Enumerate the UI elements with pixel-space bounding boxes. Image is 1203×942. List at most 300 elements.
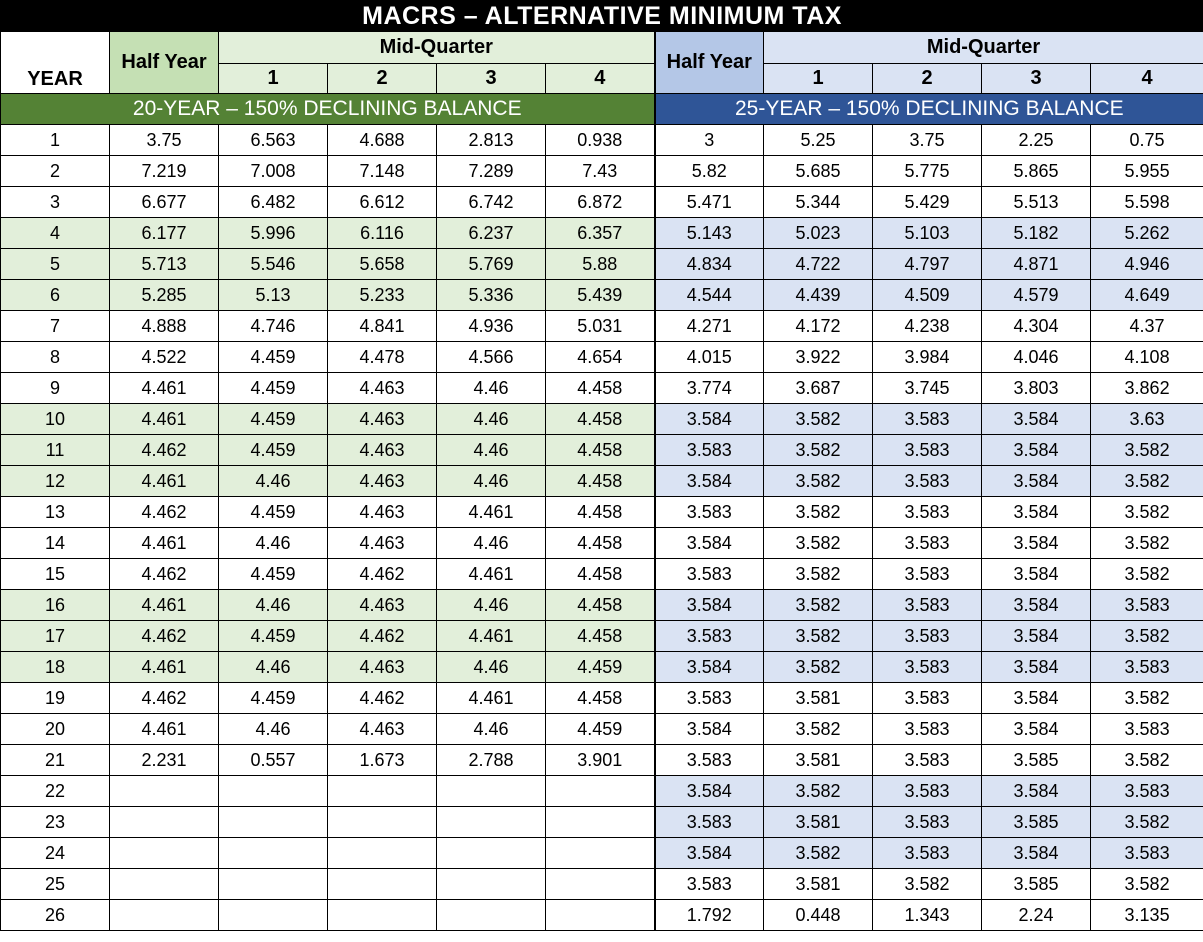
right-quarter-1-cell: 5.25 — [764, 125, 873, 156]
left-quarter-2-cell: 4.463 — [328, 652, 437, 683]
right-quarter-1-cell: 3.582 — [764, 776, 873, 807]
left-quarter-1-cell: 6.563 — [219, 125, 328, 156]
right-quarter-2-cell: 3.583 — [873, 776, 982, 807]
right-quarter-1-cell: 5.023 — [764, 218, 873, 249]
year-cell: 3 — [1, 187, 110, 218]
right-quarter-1-cell: 3.582 — [764, 590, 873, 621]
right-quarter-1-cell: 4.722 — [764, 249, 873, 280]
left-quarter-2-cell: 4.463 — [328, 404, 437, 435]
left-quarter-4-cell: 4.458 — [546, 683, 655, 714]
table-row — [1, 342, 1203, 373]
right-quarter-1-cell: 3.581 — [764, 745, 873, 776]
title-row — [1, 1, 1203, 32]
table-row — [1, 435, 1203, 466]
right-quarter-1-cell: 3.582 — [764, 497, 873, 528]
right-quarter-3-cell: 3.584 — [982, 652, 1091, 683]
right-quarter-3-cell: 3.803 — [982, 373, 1091, 404]
right-half-year-header: Half Year — [655, 32, 764, 94]
right-quarter-2-cell: 4.509 — [873, 280, 982, 311]
left-quarter-3-cell: 5.336 — [437, 280, 546, 311]
right-quarter-1-cell: 3.581 — [764, 869, 873, 900]
left-half-year-cell: 4.462 — [110, 497, 219, 528]
left-quarter-1-cell: 4.459 — [219, 373, 328, 404]
left-quarter-1-cell: 4.459 — [219, 435, 328, 466]
left-quarter-1-cell: 4.459 — [219, 683, 328, 714]
right-quarter-4-cell: 3.582 — [1091, 435, 1203, 466]
right-half-year-cell: 3.584 — [655, 838, 764, 869]
left-half-year-cell: 2.231 — [110, 745, 219, 776]
left-quarter-3-cell: 4.46 — [437, 435, 546, 466]
right-quarter-1-header: 1 — [764, 64, 873, 94]
right-quarter-3-cell: 5.513 — [982, 187, 1091, 218]
left-quarter-1-cell: 4.46 — [219, 652, 328, 683]
right-quarter-2-cell: 3.583 — [873, 435, 982, 466]
left-quarter-4-cell: 4.458 — [546, 466, 655, 497]
right-half-year-cell: 4.834 — [655, 249, 764, 280]
left-half-year-cell: 5.713 — [110, 249, 219, 280]
right-quarter-4-cell: 3.582 — [1091, 869, 1203, 900]
left-quarter-2-cell: 4.463 — [328, 528, 437, 559]
left-half-year-cell: 3.75 — [110, 125, 219, 156]
left-quarter-1-cell: 7.008 — [219, 156, 328, 187]
left-quarter-2-cell: 4.463 — [328, 435, 437, 466]
right-quarter-3-cell: 3.584 — [982, 838, 1091, 869]
year-cell: 14 — [1, 528, 110, 559]
left-quarter-3-cell: 6.742 — [437, 187, 546, 218]
right-quarter-1-cell: 3.582 — [764, 652, 873, 683]
right-quarter-1-cell: 5.685 — [764, 156, 873, 187]
right-section-title: 25-YEAR – 150% DECLINING BALANCE — [655, 94, 1203, 125]
right-half-year-cell: 3.583 — [655, 621, 764, 652]
left-quarter-3-header: 3 — [437, 64, 546, 94]
left-quarter-3-cell: 4.461 — [437, 559, 546, 590]
right-quarter-2-cell: 3.583 — [873, 528, 982, 559]
header-row-1 — [1, 32, 1203, 64]
left-quarter-1-cell: 5.13 — [219, 280, 328, 311]
table-row — [1, 466, 1203, 497]
left-quarter-3-cell: 5.769 — [437, 249, 546, 280]
right-half-year-cell: 3 — [655, 125, 764, 156]
right-quarter-4-cell: 3.582 — [1091, 528, 1203, 559]
left-quarter-4-cell: 4.458 — [546, 497, 655, 528]
left-quarter-4-header: 4 — [546, 64, 655, 94]
table-row — [1, 528, 1203, 559]
left-quarter-2-cell: 6.116 — [328, 218, 437, 249]
left-quarter-3-cell: 4.461 — [437, 683, 546, 714]
year-cell: 16 — [1, 590, 110, 621]
right-quarter-1-cell: 4.172 — [764, 311, 873, 342]
left-quarter-1-cell: 4.46 — [219, 590, 328, 621]
left-half-year-cell: 4.462 — [110, 621, 219, 652]
right-quarter-4-cell: 3.63 — [1091, 404, 1203, 435]
left-half-year-cell — [110, 776, 219, 807]
right-quarter-1-cell: 5.344 — [764, 187, 873, 218]
right-quarter-4-cell: 4.946 — [1091, 249, 1203, 280]
left-quarter-2-cell: 7.148 — [328, 156, 437, 187]
right-quarter-4-cell: 4.37 — [1091, 311, 1203, 342]
right-quarter-1-cell: 4.439 — [764, 280, 873, 311]
table-row — [1, 683, 1203, 714]
year-cell: 5 — [1, 249, 110, 280]
year-cell: 10 — [1, 404, 110, 435]
right-quarter-2-cell: 3.583 — [873, 497, 982, 528]
right-quarter-2-cell: 3.583 — [873, 652, 982, 683]
left-quarter-4-cell — [546, 776, 655, 807]
right-quarter-3-cell: 5.182 — [982, 218, 1091, 249]
right-half-year-cell: 3.583 — [655, 869, 764, 900]
left-quarter-2-cell — [328, 838, 437, 869]
right-mid-quarter-header: Mid-Quarter — [764, 32, 1203, 64]
right-quarter-1-cell: 3.582 — [764, 838, 873, 869]
left-quarter-3-cell: 2.788 — [437, 745, 546, 776]
right-quarter-4-cell: 3.583 — [1091, 838, 1203, 869]
right-half-year-cell: 4.271 — [655, 311, 764, 342]
left-quarter-4-cell: 6.872 — [546, 187, 655, 218]
left-quarter-2-cell: 4.463 — [328, 373, 437, 404]
right-quarter-2-cell: 5.775 — [873, 156, 982, 187]
right-quarter-3-cell: 4.304 — [982, 311, 1091, 342]
left-quarter-2-cell: 4.841 — [328, 311, 437, 342]
left-half-year-cell: 4.461 — [110, 714, 219, 745]
right-quarter-2-cell: 3.75 — [873, 125, 982, 156]
right-quarter-3-cell: 3.584 — [982, 621, 1091, 652]
right-quarter-4-cell: 0.75 — [1091, 125, 1203, 156]
year-cell: 2 — [1, 156, 110, 187]
left-quarter-3-cell — [437, 838, 546, 869]
right-half-year-cell: 3.584 — [655, 404, 764, 435]
right-quarter-4-cell: 3.582 — [1091, 683, 1203, 714]
right-quarter-3-header: 3 — [982, 64, 1091, 94]
right-half-year-cell: 4.015 — [655, 342, 764, 373]
right-quarter-4-cell: 3.583 — [1091, 714, 1203, 745]
left-quarter-3-cell: 4.461 — [437, 497, 546, 528]
left-quarter-3-cell: 7.289 — [437, 156, 546, 187]
left-quarter-1-cell: 4.459 — [219, 404, 328, 435]
right-quarter-4-header: 4 — [1091, 64, 1203, 94]
table-row — [1, 714, 1203, 745]
left-quarter-1-cell: 5.546 — [219, 249, 328, 280]
left-quarter-3-cell: 4.46 — [437, 714, 546, 745]
right-quarter-1-cell: 3.582 — [764, 621, 873, 652]
right-quarter-2-cell: 4.797 — [873, 249, 982, 280]
year-cell: 20 — [1, 714, 110, 745]
left-quarter-3-cell: 4.46 — [437, 404, 546, 435]
right-quarter-1-cell: 3.581 — [764, 807, 873, 838]
right-quarter-2-cell: 3.583 — [873, 559, 982, 590]
left-quarter-1-cell: 4.459 — [219, 342, 328, 373]
left-quarter-1-cell — [219, 900, 328, 931]
right-quarter-3-cell: 3.584 — [982, 776, 1091, 807]
left-half-year-cell: 6.677 — [110, 187, 219, 218]
left-half-year-cell — [110, 807, 219, 838]
left-quarter-4-cell: 4.458 — [546, 404, 655, 435]
left-quarter-1-cell: 4.46 — [219, 714, 328, 745]
right-half-year-cell: 3.583 — [655, 435, 764, 466]
right-quarter-3-cell: 2.24 — [982, 900, 1091, 931]
right-quarter-3-cell: 3.585 — [982, 869, 1091, 900]
right-half-year-cell: 4.544 — [655, 280, 764, 311]
table-row — [1, 373, 1203, 404]
right-quarter-4-cell: 5.955 — [1091, 156, 1203, 187]
left-half-year-cell: 4.462 — [110, 435, 219, 466]
left-half-year-cell: 4.461 — [110, 590, 219, 621]
year-cell: 11 — [1, 435, 110, 466]
table-row — [1, 745, 1203, 776]
table-row — [1, 838, 1203, 869]
table-row — [1, 249, 1203, 280]
left-quarter-1-cell: 0.557 — [219, 745, 328, 776]
left-quarter-4-cell — [546, 838, 655, 869]
left-half-year-cell — [110, 869, 219, 900]
right-quarter-1-cell: 0.448 — [764, 900, 873, 931]
right-quarter-2-cell: 3.583 — [873, 590, 982, 621]
year-cell: 25 — [1, 869, 110, 900]
right-quarter-3-cell: 5.865 — [982, 156, 1091, 187]
right-half-year-cell: 3.774 — [655, 373, 764, 404]
right-quarter-2-cell: 3.583 — [873, 807, 982, 838]
year-cell: 1 — [1, 125, 110, 156]
right-quarter-2-cell: 3.583 — [873, 745, 982, 776]
right-half-year-cell: 3.584 — [655, 528, 764, 559]
left-quarter-4-cell: 4.458 — [546, 528, 655, 559]
table-row — [1, 187, 1203, 218]
right-quarter-3-cell: 3.584 — [982, 559, 1091, 590]
table-row — [1, 590, 1203, 621]
left-half-year-header: Half Year — [110, 32, 219, 94]
section-row — [1, 94, 1203, 125]
year-cell: 18 — [1, 652, 110, 683]
left-quarter-1-cell: 4.459 — [219, 559, 328, 590]
table-row — [1, 807, 1203, 838]
year-cell: 21 — [1, 745, 110, 776]
table-row — [1, 280, 1203, 311]
left-quarter-3-cell: 4.46 — [437, 590, 546, 621]
left-half-year-cell: 4.461 — [110, 404, 219, 435]
right-quarter-3-cell: 3.585 — [982, 807, 1091, 838]
right-quarter-4-cell: 3.582 — [1091, 497, 1203, 528]
right-quarter-4-cell: 3.582 — [1091, 466, 1203, 497]
right-half-year-cell: 3.584 — [655, 776, 764, 807]
left-quarter-2-cell — [328, 776, 437, 807]
year-cell: 19 — [1, 683, 110, 714]
right-quarter-3-cell: 2.25 — [982, 125, 1091, 156]
right-quarter-3-cell: 3.584 — [982, 590, 1091, 621]
right-quarter-2-cell: 3.583 — [873, 466, 982, 497]
year-cell: 15 — [1, 559, 110, 590]
right-half-year-cell: 5.82 — [655, 156, 764, 187]
right-quarter-3-cell: 4.046 — [982, 342, 1091, 373]
right-half-year-cell: 3.583 — [655, 559, 764, 590]
left-quarter-4-cell — [546, 900, 655, 931]
left-half-year-cell: 5.285 — [110, 280, 219, 311]
right-quarter-3-cell: 3.584 — [982, 528, 1091, 559]
right-quarter-4-cell: 3.583 — [1091, 590, 1203, 621]
year-cell: 6 — [1, 280, 110, 311]
right-quarter-4-cell: 4.108 — [1091, 342, 1203, 373]
left-quarter-4-cell — [546, 869, 655, 900]
left-quarter-4-cell: 3.901 — [546, 745, 655, 776]
right-quarter-4-cell: 3.135 — [1091, 900, 1203, 931]
right-quarter-1-cell: 3.582 — [764, 714, 873, 745]
left-quarter-4-cell: 4.459 — [546, 714, 655, 745]
left-quarter-3-cell — [437, 869, 546, 900]
left-quarter-2-cell: 4.688 — [328, 125, 437, 156]
right-quarter-2-header: 2 — [873, 64, 982, 94]
right-half-year-cell: 3.584 — [655, 590, 764, 621]
left-quarter-2-cell: 5.233 — [328, 280, 437, 311]
left-quarter-4-cell: 5.031 — [546, 311, 655, 342]
left-quarter-3-cell: 4.46 — [437, 373, 546, 404]
right-quarter-2-cell: 3.984 — [873, 342, 982, 373]
left-quarter-1-cell — [219, 776, 328, 807]
right-quarter-2-cell: 3.583 — [873, 683, 982, 714]
left-quarter-2-cell: 4.462 — [328, 683, 437, 714]
left-quarter-4-cell: 0.938 — [546, 125, 655, 156]
right-quarter-3-cell: 3.585 — [982, 745, 1091, 776]
table-row — [1, 218, 1203, 249]
right-quarter-3-cell: 3.584 — [982, 466, 1091, 497]
left-quarter-2-cell: 4.463 — [328, 714, 437, 745]
table-row — [1, 621, 1203, 652]
right-quarter-1-cell: 3.687 — [764, 373, 873, 404]
year-cell: 24 — [1, 838, 110, 869]
right-quarter-3-cell: 3.584 — [982, 683, 1091, 714]
table-row — [1, 652, 1203, 683]
right-half-year-cell: 3.584 — [655, 714, 764, 745]
year-cell: 13 — [1, 497, 110, 528]
year-cell: 22 — [1, 776, 110, 807]
left-quarter-3-cell — [437, 900, 546, 931]
left-quarter-2-cell: 4.462 — [328, 621, 437, 652]
right-quarter-2-cell: 3.583 — [873, 621, 982, 652]
left-quarter-1-cell: 4.746 — [219, 311, 328, 342]
year-cell: 26 — [1, 900, 110, 931]
right-half-year-cell: 3.583 — [655, 683, 764, 714]
table-row — [1, 900, 1203, 931]
left-quarter-1-cell — [219, 807, 328, 838]
right-quarter-2-cell: 3.745 — [873, 373, 982, 404]
left-quarter-2-cell: 4.463 — [328, 497, 437, 528]
left-quarter-2-cell: 4.463 — [328, 590, 437, 621]
left-half-year-cell: 4.462 — [110, 559, 219, 590]
left-quarter-1-cell: 5.996 — [219, 218, 328, 249]
right-quarter-1-cell: 3.582 — [764, 528, 873, 559]
right-quarter-4-cell: 4.649 — [1091, 280, 1203, 311]
year-cell: 12 — [1, 466, 110, 497]
left-quarter-2-cell: 4.462 — [328, 559, 437, 590]
right-half-year-cell: 3.583 — [655, 807, 764, 838]
left-quarter-3-cell: 4.566 — [437, 342, 546, 373]
left-quarter-4-cell: 5.439 — [546, 280, 655, 311]
table-row — [1, 869, 1203, 900]
right-quarter-2-cell: 3.583 — [873, 838, 982, 869]
right-quarter-4-cell: 3.583 — [1091, 776, 1203, 807]
left-half-year-cell — [110, 838, 219, 869]
left-half-year-cell: 4.461 — [110, 528, 219, 559]
left-quarter-3-cell: 6.237 — [437, 218, 546, 249]
left-half-year-cell — [110, 900, 219, 931]
left-quarter-3-cell: 4.46 — [437, 466, 546, 497]
left-quarter-1-header: 1 — [219, 64, 328, 94]
right-quarter-2-cell: 5.103 — [873, 218, 982, 249]
table-body — [1, 125, 1203, 931]
left-section-title: 20-YEAR – 150% DECLINING BALANCE — [1, 94, 655, 125]
year-cell: 9 — [1, 373, 110, 404]
year-cell: 7 — [1, 311, 110, 342]
right-quarter-2-cell: 3.582 — [873, 869, 982, 900]
right-quarter-4-cell: 3.582 — [1091, 621, 1203, 652]
right-quarter-3-cell: 3.584 — [982, 714, 1091, 745]
left-quarter-4-cell: 4.458 — [546, 373, 655, 404]
right-quarter-2-cell: 3.583 — [873, 714, 982, 745]
right-quarter-3-cell: 4.871 — [982, 249, 1091, 280]
right-quarter-2-cell: 3.583 — [873, 404, 982, 435]
right-half-year-cell: 3.583 — [655, 497, 764, 528]
left-quarter-1-cell: 6.482 — [219, 187, 328, 218]
right-quarter-4-cell: 3.582 — [1091, 807, 1203, 838]
left-half-year-cell: 6.177 — [110, 218, 219, 249]
right-half-year-cell: 3.583 — [655, 745, 764, 776]
right-quarter-4-cell: 3.583 — [1091, 652, 1203, 683]
left-quarter-1-cell: 4.459 — [219, 497, 328, 528]
right-quarter-3-cell: 3.584 — [982, 404, 1091, 435]
right-half-year-cell: 3.584 — [655, 466, 764, 497]
right-quarter-1-cell: 3.582 — [764, 559, 873, 590]
table-row — [1, 559, 1203, 590]
right-quarter-4-cell: 5.262 — [1091, 218, 1203, 249]
left-quarter-4-cell: 4.458 — [546, 559, 655, 590]
left-quarter-2-header: 2 — [328, 64, 437, 94]
left-quarter-3-cell: 4.461 — [437, 621, 546, 652]
left-quarter-3-cell: 4.46 — [437, 652, 546, 683]
left-quarter-4-cell: 6.357 — [546, 218, 655, 249]
right-quarter-1-cell: 3.582 — [764, 435, 873, 466]
left-quarter-1-cell: 4.46 — [219, 528, 328, 559]
right-quarter-2-cell: 1.343 — [873, 900, 982, 931]
left-quarter-4-cell: 4.458 — [546, 435, 655, 466]
table-row — [1, 404, 1203, 435]
left-quarter-4-cell: 4.458 — [546, 621, 655, 652]
table-row — [1, 311, 1203, 342]
left-quarter-3-cell: 4.46 — [437, 528, 546, 559]
left-half-year-cell: 4.462 — [110, 683, 219, 714]
left-quarter-2-cell: 4.478 — [328, 342, 437, 373]
table-row — [1, 497, 1203, 528]
left-quarter-2-cell: 6.612 — [328, 187, 437, 218]
right-quarter-3-cell: 4.579 — [982, 280, 1091, 311]
left-quarter-2-cell — [328, 869, 437, 900]
table-title: MACRS – ALTERNATIVE MINIMUM TAX — [1, 1, 1203, 32]
right-quarter-1-cell: 3.581 — [764, 683, 873, 714]
right-quarter-3-cell: 3.584 — [982, 497, 1091, 528]
left-quarter-4-cell: 5.88 — [546, 249, 655, 280]
left-quarter-4-cell: 4.654 — [546, 342, 655, 373]
left-quarter-2-cell: 4.463 — [328, 466, 437, 497]
right-half-year-cell: 3.584 — [655, 652, 764, 683]
left-quarter-1-cell — [219, 838, 328, 869]
right-quarter-4-cell: 3.582 — [1091, 745, 1203, 776]
right-quarter-1-cell: 3.922 — [764, 342, 873, 373]
year-cell: 4 — [1, 218, 110, 249]
right-quarter-2-cell: 5.429 — [873, 187, 982, 218]
left-quarter-2-cell: 1.673 — [328, 745, 437, 776]
table-row — [1, 125, 1203, 156]
year-cell: 23 — [1, 807, 110, 838]
right-quarter-3-cell: 3.584 — [982, 435, 1091, 466]
left-quarter-3-cell: 2.813 — [437, 125, 546, 156]
right-quarter-1-cell: 3.582 — [764, 466, 873, 497]
left-quarter-4-cell — [546, 807, 655, 838]
